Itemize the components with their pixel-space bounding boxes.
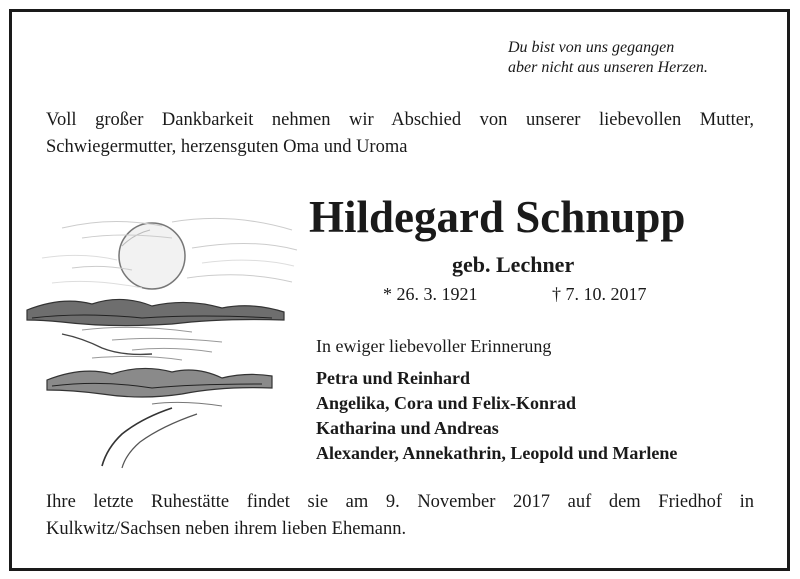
outro-line-1: Ihre letzte Ruhestätte findet sie am 9. November 2017 auf dem Friedhof in — [46, 492, 754, 512]
outro-text — [46, 489, 754, 543]
maiden-name: geb. Lechner — [452, 252, 575, 277]
intro-text — [46, 107, 754, 161]
intro-line-1: Voll großer Dankbarkeit nehmen wir Abschied von unserer liebevollen Mutter, — [46, 110, 754, 130]
memory-text: In ewiger liebevoller Erinnerung — [316, 336, 552, 356]
outro-line-2: Kulkwitz/Sachsen neben ihrem lieben Ehemann. — [46, 519, 407, 539]
intro-line-2: Schwiegermutter, herzensguten Oma und Uroma — [46, 137, 408, 157]
moon-landscape-sketch-icon — [22, 208, 302, 470]
deceased-name: Hildegard Schnupp — [309, 192, 686, 242]
mourner-line: Katharina und Andreas — [316, 418, 499, 438]
death-date: † 7. 10. 2017 — [552, 284, 647, 304]
motto-line-1: Du bist von uns gegangen — [508, 39, 675, 56]
mourner-line: Angelika, Cora und Felix-Konrad — [316, 393, 577, 413]
mourner-line: Alexander, Annekathrin, Leopold und Marlene — [316, 443, 678, 463]
motto — [508, 38, 708, 78]
birth-date: * 26. 3. 1921 — [383, 284, 478, 304]
mourners-list — [316, 366, 677, 466]
motto-line-2: aber nicht aus unseren Herzen. — [508, 59, 708, 76]
mourner-line: Petra und Reinhard — [316, 368, 471, 388]
